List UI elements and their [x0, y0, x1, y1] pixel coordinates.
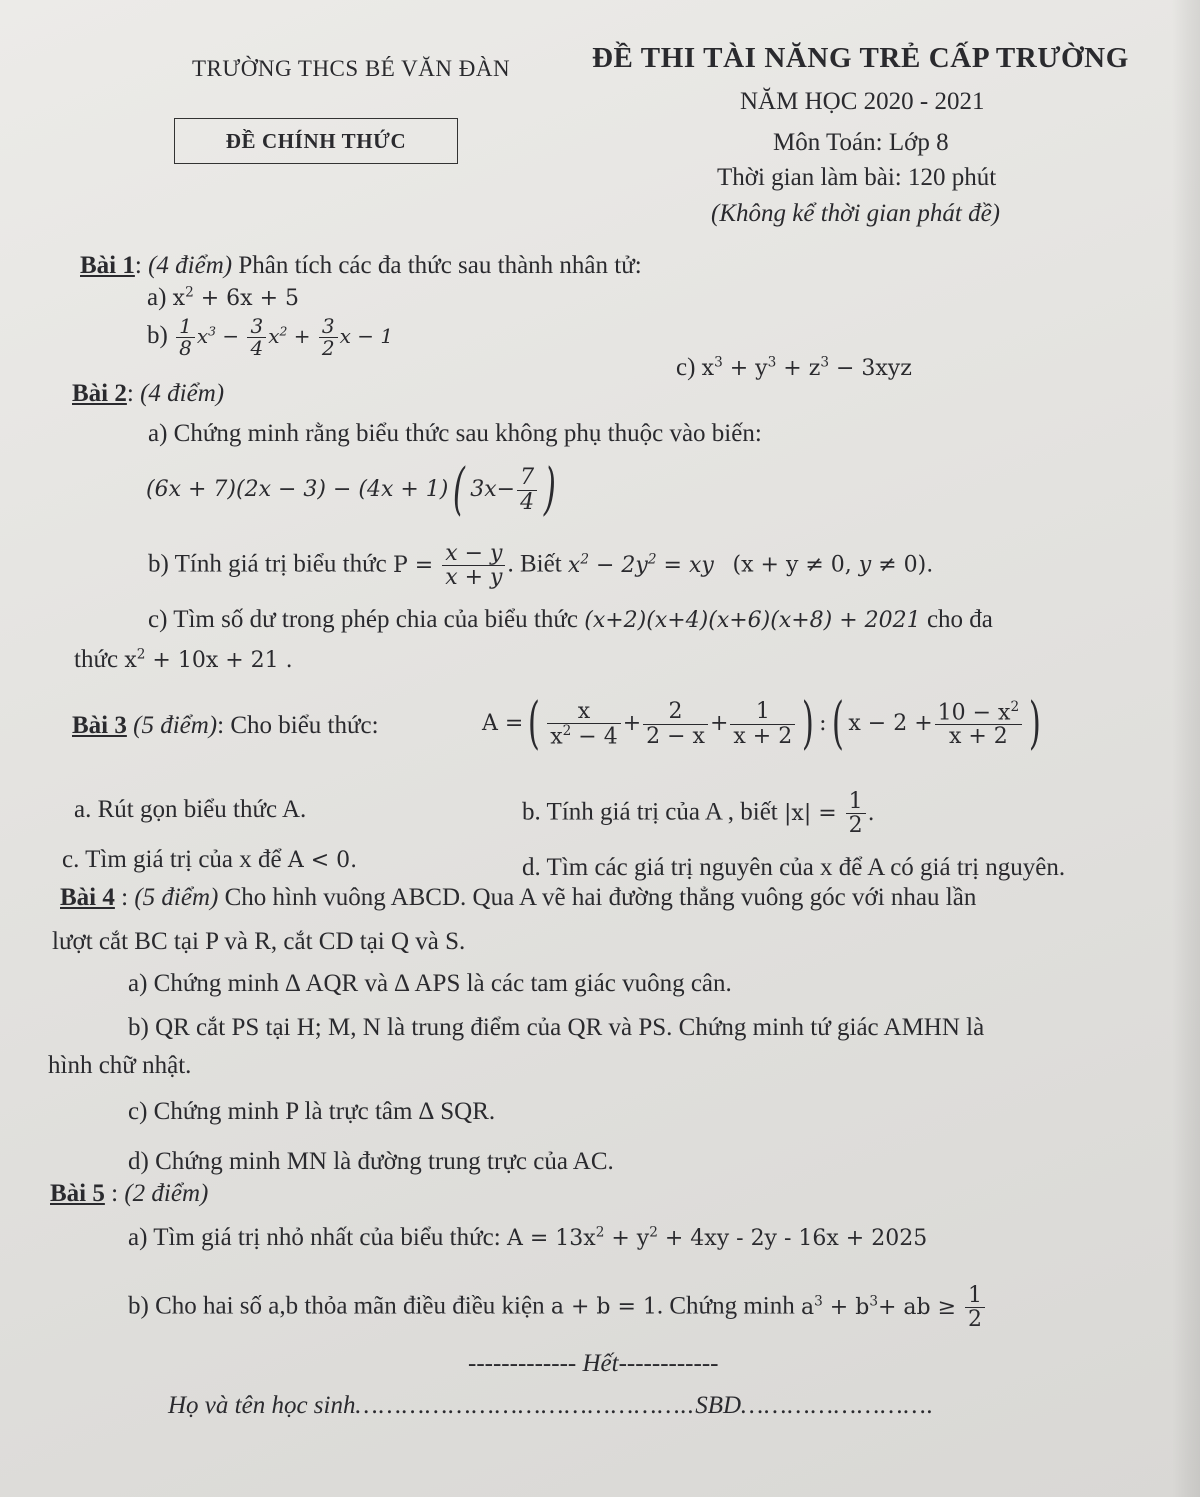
bai3-points: (5 điểm)	[133, 712, 218, 739]
time-line: Thời gian làm bài: 120 phút	[717, 164, 997, 191]
student-name-label: Họ và tên học sinh	[168, 1392, 356, 1419]
bai1-c-label: c)	[676, 354, 696, 381]
bai2-b-given: . Biết	[507, 550, 562, 578]
bai4-text: Cho hình vuông ABCD. Qua A vẽ hai đường thẳng vuông góc với nhau lần	[224, 884, 977, 911]
bai4-b: b) QR cắt PS tại H; M, N là trung điểm của QR và PS. Chứng minh tứ giác AMHN là	[128, 1014, 985, 1041]
bai4-d: d) Chứng minh MN là đường trung trực của AC.	[128, 1148, 614, 1175]
bai4-a: a) Chứng minh ∆ AQR và ∆ APS là các tam giác vuông cân.	[128, 970, 732, 997]
bai3-heading	[72, 712, 379, 740]
bai1-points: (4 điểm)	[148, 252, 233, 279]
bai1-label: Bài 1	[80, 252, 135, 279]
end-marker: ------------- Hết------------	[468, 1350, 719, 1377]
bai5-heading: Bài 5 : (2 điểm)	[50, 1180, 209, 1207]
student-info-line: Họ và tên học sinh……………………………………..SBD…………………….	[168, 1392, 935, 1419]
bai1-a: a) $x^2 + 6x + 5$	[147, 284, 300, 311]
bai1-text: Phân tích các đa thức sau thành nhân tử:	[238, 252, 642, 279]
bai3-b-text: b. Tính giá trị của A , biết	[522, 798, 778, 826]
bai4-c: c) Chứng minh P là trực tâm ∆ SQR.	[128, 1098, 496, 1125]
bai1-heading: Bài 1: (4 điểm) Phân tích các đa thức sau thành nhân tử:	[80, 252, 642, 279]
subject-line: Môn Toán: Lớp 8	[773, 129, 949, 156]
bai2-b: b) Tính giá trị biểu thức P = $\frac{x - y}{x + y}$ . Biết $x^2 - 2y^2$ = xy (x + y ≠ 0, y ≠ 0).	[148, 541, 934, 591]
bai3-c-text: c. Tìm giá trị của x để	[62, 846, 282, 873]
bai4-heading: Bài 4 : (5 điểm) Cho hình vuông ABCD. Qua A vẽ hai đường thẳng vuông góc với nhau lần	[60, 884, 977, 911]
bai2-label: Bài 2	[72, 380, 127, 407]
bai1-a-label: a)	[147, 284, 167, 311]
bai3-a: a. Rút gọn biểu thức A.	[74, 796, 307, 823]
bai2-a-expr: (6x + 7)(2x − 3) − (4x + 1)( 3x− $\frac{7}{4}$ )	[146, 457, 557, 522]
bai4-b2: hình chữ nhật.	[48, 1052, 192, 1079]
bai2-c-line2: thức $x^2 + 10x + 21$ .	[74, 646, 293, 673]
bai3-text: : Cho biểu thức:	[217, 712, 379, 739]
bai2-points: (4 điểm)	[140, 380, 225, 407]
bai5-b-text: b) Cho hai số a,b thỏa mãn điều điều kiện	[128, 1292, 545, 1320]
official-stamp-box	[174, 118, 458, 164]
bai3-b: b. Tính giá trị của A , biết |x| = $\frac{1}{2}$ .	[522, 789, 875, 839]
bai1-b-label: b)	[147, 322, 168, 349]
bai2-c-line2-text: thức	[74, 646, 119, 673]
official-label: ĐỀ CHÍNH THỨC	[225, 128, 407, 153]
bai5-points: (2 điểm)	[124, 1180, 209, 1207]
time-note: (Không kể thời gian phát đề)	[711, 200, 1000, 227]
bai5-b-mid: . Chứng minh	[656, 1292, 795, 1320]
bai5-a: a) Tìm giá trị nhỏ nhất của biểu thức: $A = 13x^2 + y^2 + 4xy - 2y - 16x + 2025$	[128, 1224, 928, 1251]
bai1-c: c) $x^3 + y^3 + z^3 - 3xyz$	[676, 354, 912, 381]
bai4-label: Bài 4	[60, 884, 115, 911]
bai2-a-text: a) Chứng minh rằng biểu thức sau không phụ thuộc vào biến:	[148, 420, 762, 447]
bai3-d: d. Tìm các giá trị nguyên của x để A có giá trị nguyên.	[522, 854, 1066, 881]
bai3-c: c. Tìm giá trị của x để A < 0.	[62, 846, 358, 873]
bai2-c-tail: cho đa	[926, 606, 993, 633]
paper-fold	[1172, 0, 1200, 1497]
bai5-a-text: a) Tìm giá trị nhỏ nhất của biểu thức:	[128, 1224, 501, 1251]
bai3-label: Bài 3	[72, 712, 127, 739]
bai3-expr: A =( $\frac{x}{x^2 - 4}$ + $\frac{2}{2 - x}$ + $\frac{1}{x + 2}$ ) :( x − 2 + $\frac{10 - x^2}{x + 2}$ )	[482, 691, 1042, 756]
bai4-text2: lượt cắt BC tại P và R, cắt CD tại Q và S.	[52, 928, 466, 955]
bai2-heading: Bài 2: (4 điểm)	[72, 380, 225, 407]
bai1-b: b) $\frac{1}{8}$ $x^3$ − $\frac{3}{4}$ $x^2$ + $\frac{3}{2}$ x − 1	[147, 314, 394, 360]
school-name: TRƯỜNG THCS BÉ VĂN ĐÀN	[192, 56, 511, 81]
bai4-points: (5 điểm)	[134, 884, 219, 911]
bai5-b: b) Cho hai số a,b thỏa mãn điều điều kiện a + b = 1. Chứng minh $a^3 + b^3+$ ab ≥ $\frac{1}{2}$	[128, 1284, 987, 1331]
bai5-label: Bài 5	[50, 1180, 105, 1207]
bai2-b-text: b) Tính giá trị biểu thức	[148, 550, 387, 578]
school-year: NĂM HỌC 2020 - 2021	[740, 88, 985, 115]
sbd-label: SBD	[695, 1392, 742, 1419]
exam-title: ĐỀ THI TÀI NĂNG TRẺ CẤP TRƯỜNG	[592, 42, 1129, 74]
bai2-c-text: c) Tìm số dư trong phép chia của biểu thức	[148, 606, 578, 633]
bai2-c: c) Tìm số dư trong phép chia của biểu thức (x+2)(x+4)(x+6)(x+8) + 2021 cho đa	[148, 606, 993, 633]
